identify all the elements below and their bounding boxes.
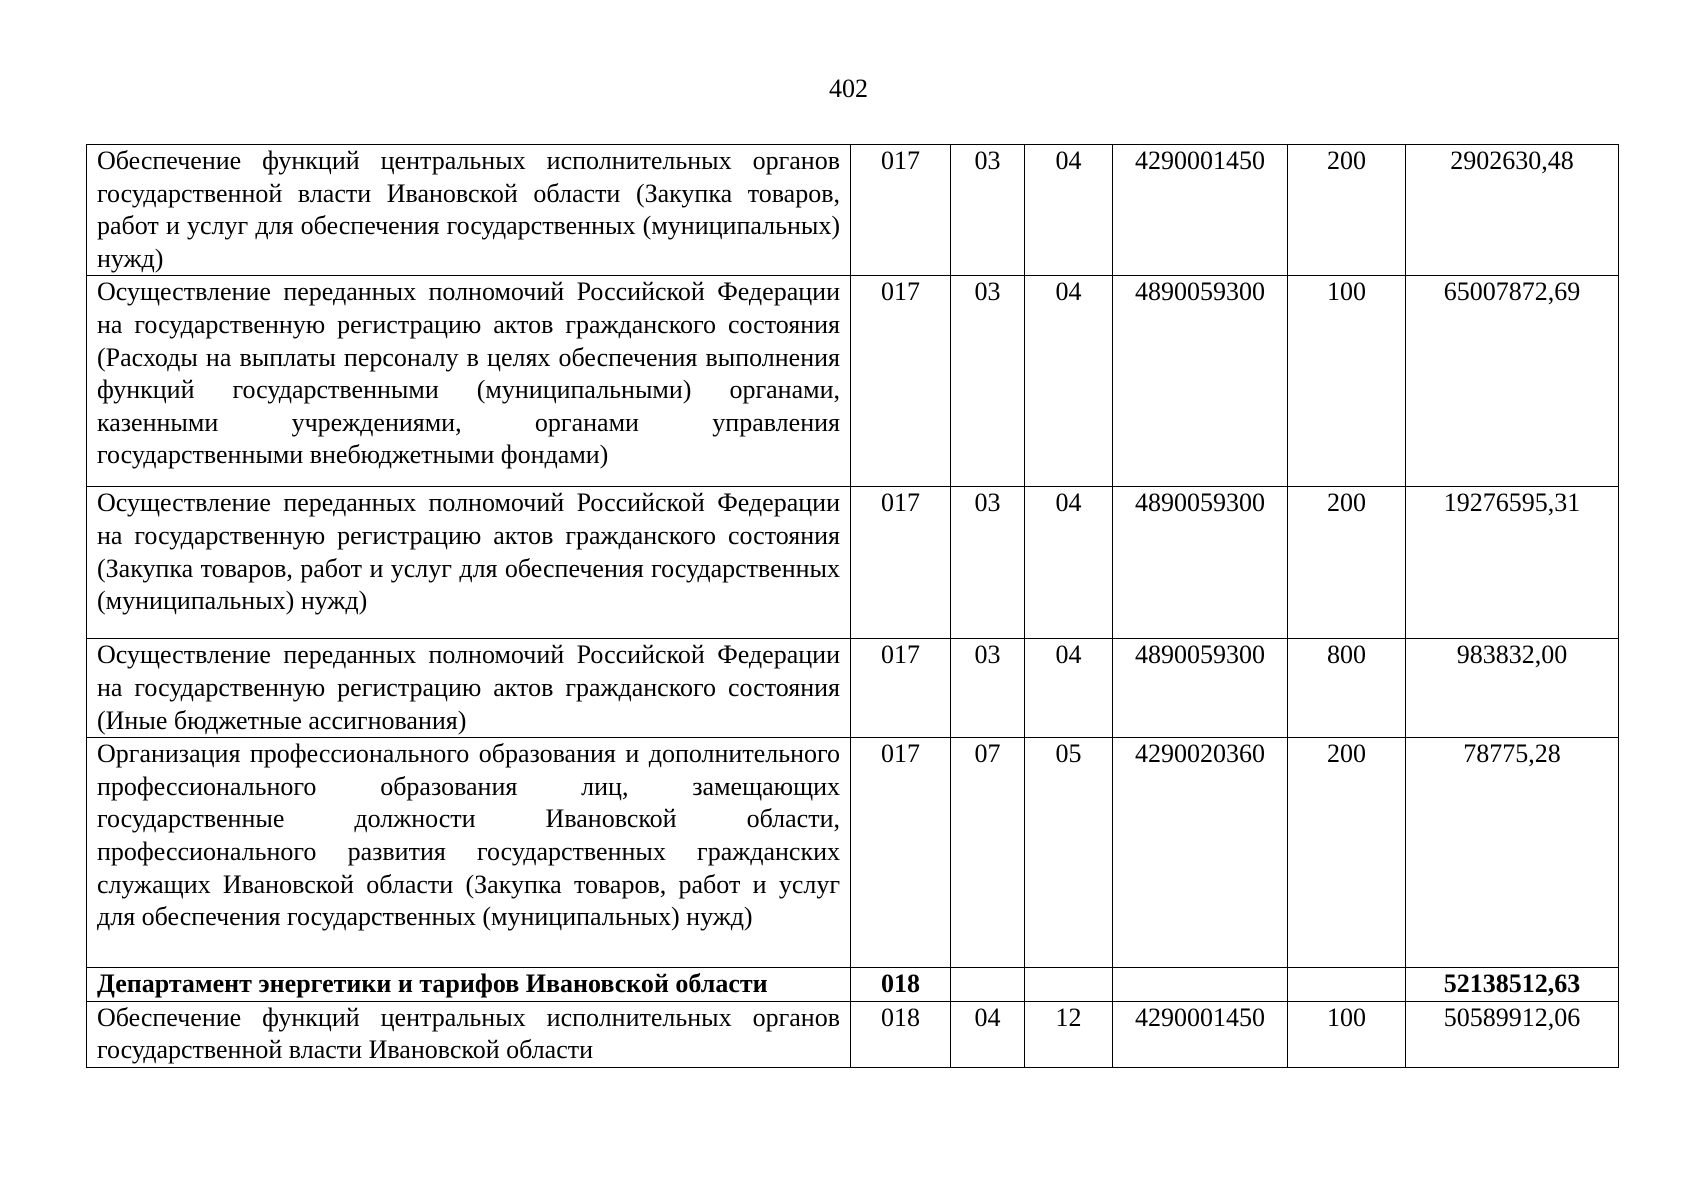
- subsection-code: 04: [1025, 276, 1113, 487]
- ministry-code: 017: [851, 639, 951, 738]
- expense-type-code: 200: [1288, 145, 1406, 276]
- table-row: [87, 276, 1619, 487]
- ministry-code: 018: [851, 1001, 951, 1067]
- target-code: 4890059300: [1113, 276, 1288, 487]
- row-description: Обеспечение функций центральных исполнительных органов государственной власти Ивановской области (Закупка товаров, работ и услуг для обеспечения государственных (муниципальных) нужд): [87, 145, 851, 276]
- row-description: Осуществление переданных полномочий Российской Федерации на государственную регистрацию актов гражданского состояния (Иные бюджетные ассигнования): [87, 639, 851, 738]
- subsection-code: 04: [1025, 145, 1113, 276]
- section-code: 03: [951, 276, 1025, 487]
- table-row: [87, 487, 1619, 639]
- expense-type-code: 100: [1288, 1001, 1406, 1067]
- target-code: 4290001450: [1113, 145, 1288, 276]
- target-code: 4290001450: [1113, 1001, 1288, 1067]
- amount: 78775,28: [1406, 738, 1619, 968]
- department-total-row: [87, 968, 1619, 1002]
- section-code: [951, 968, 1025, 1002]
- table-row: [87, 1001, 1619, 1067]
- ministry-code: 017: [851, 276, 951, 487]
- department-name: Департамент энергетики и тарифов Ивановской области: [87, 968, 851, 1002]
- section-code: 03: [951, 145, 1025, 276]
- target-code: [1113, 968, 1288, 1002]
- amount: 2902630,48: [1406, 145, 1619, 276]
- ministry-code: 017: [851, 145, 951, 276]
- ministry-code: 017: [851, 738, 951, 968]
- department-total-amount: 52138512,63: [1406, 968, 1619, 1002]
- amount: 983832,00: [1406, 639, 1619, 738]
- amount: 65007872,69: [1406, 276, 1619, 487]
- expense-type-code: 200: [1288, 487, 1406, 639]
- expense-type-code: 100: [1288, 276, 1406, 487]
- section-code: 04: [951, 1001, 1025, 1067]
- table-row: [87, 145, 1619, 276]
- table-row: [87, 738, 1619, 968]
- page-number: 402: [829, 74, 868, 103]
- ministry-code: 018: [851, 968, 951, 1002]
- section-code: 03: [951, 487, 1025, 639]
- ministry-code: 017: [851, 487, 951, 639]
- budget-table: [86, 144, 1619, 1068]
- expense-type-code: [1288, 968, 1406, 1002]
- row-description: Осуществление переданных полномочий Российской Федерации на государственную регистрацию актов гражданского состояния (Расходы на выплаты персоналу в целях обеспечения выполнения функций государственными (муниципальными) органами, казенными учреждениями, органами управления государственными внебюджетными фондами): [87, 276, 851, 487]
- target-code: 4890059300: [1113, 487, 1288, 639]
- section-code: 07: [951, 738, 1025, 968]
- subsection-code: 05: [1025, 738, 1113, 968]
- expense-type-code: 800: [1288, 639, 1406, 738]
- row-description: Обеспечение функций центральных исполнительных органов государственной власти Ивановской области: [87, 1001, 851, 1067]
- amount: 50589912,06: [1406, 1001, 1619, 1067]
- target-code: 4890059300: [1113, 639, 1288, 738]
- subsection-code: [1025, 968, 1113, 1002]
- subsection-code: 12: [1025, 1001, 1113, 1067]
- amount: 19276595,31: [1406, 487, 1619, 639]
- expense-type-code: 200: [1288, 738, 1406, 968]
- target-code: 4290020360: [1113, 738, 1288, 968]
- row-description: Осуществление переданных полномочий Российской Федерации на государственную регистрацию актов гражданского состояния (Закупка товаров, работ и услуг для обеспечения государственных (муниципальных) нужд): [87, 487, 851, 639]
- section-code: 03: [951, 639, 1025, 738]
- table-row: [87, 639, 1619, 738]
- subsection-code: 04: [1025, 639, 1113, 738]
- row-description: Организация профессионального образования и дополнительного профессионального образования лиц, замещающих государственные должности Ивановской области, профессионального развития государственных гражданских служащих Ивановской области (Закупка товаров, работ и услуг для обеспечения государственных (муниципальных) нужд): [87, 738, 851, 968]
- subsection-code: 04: [1025, 487, 1113, 639]
